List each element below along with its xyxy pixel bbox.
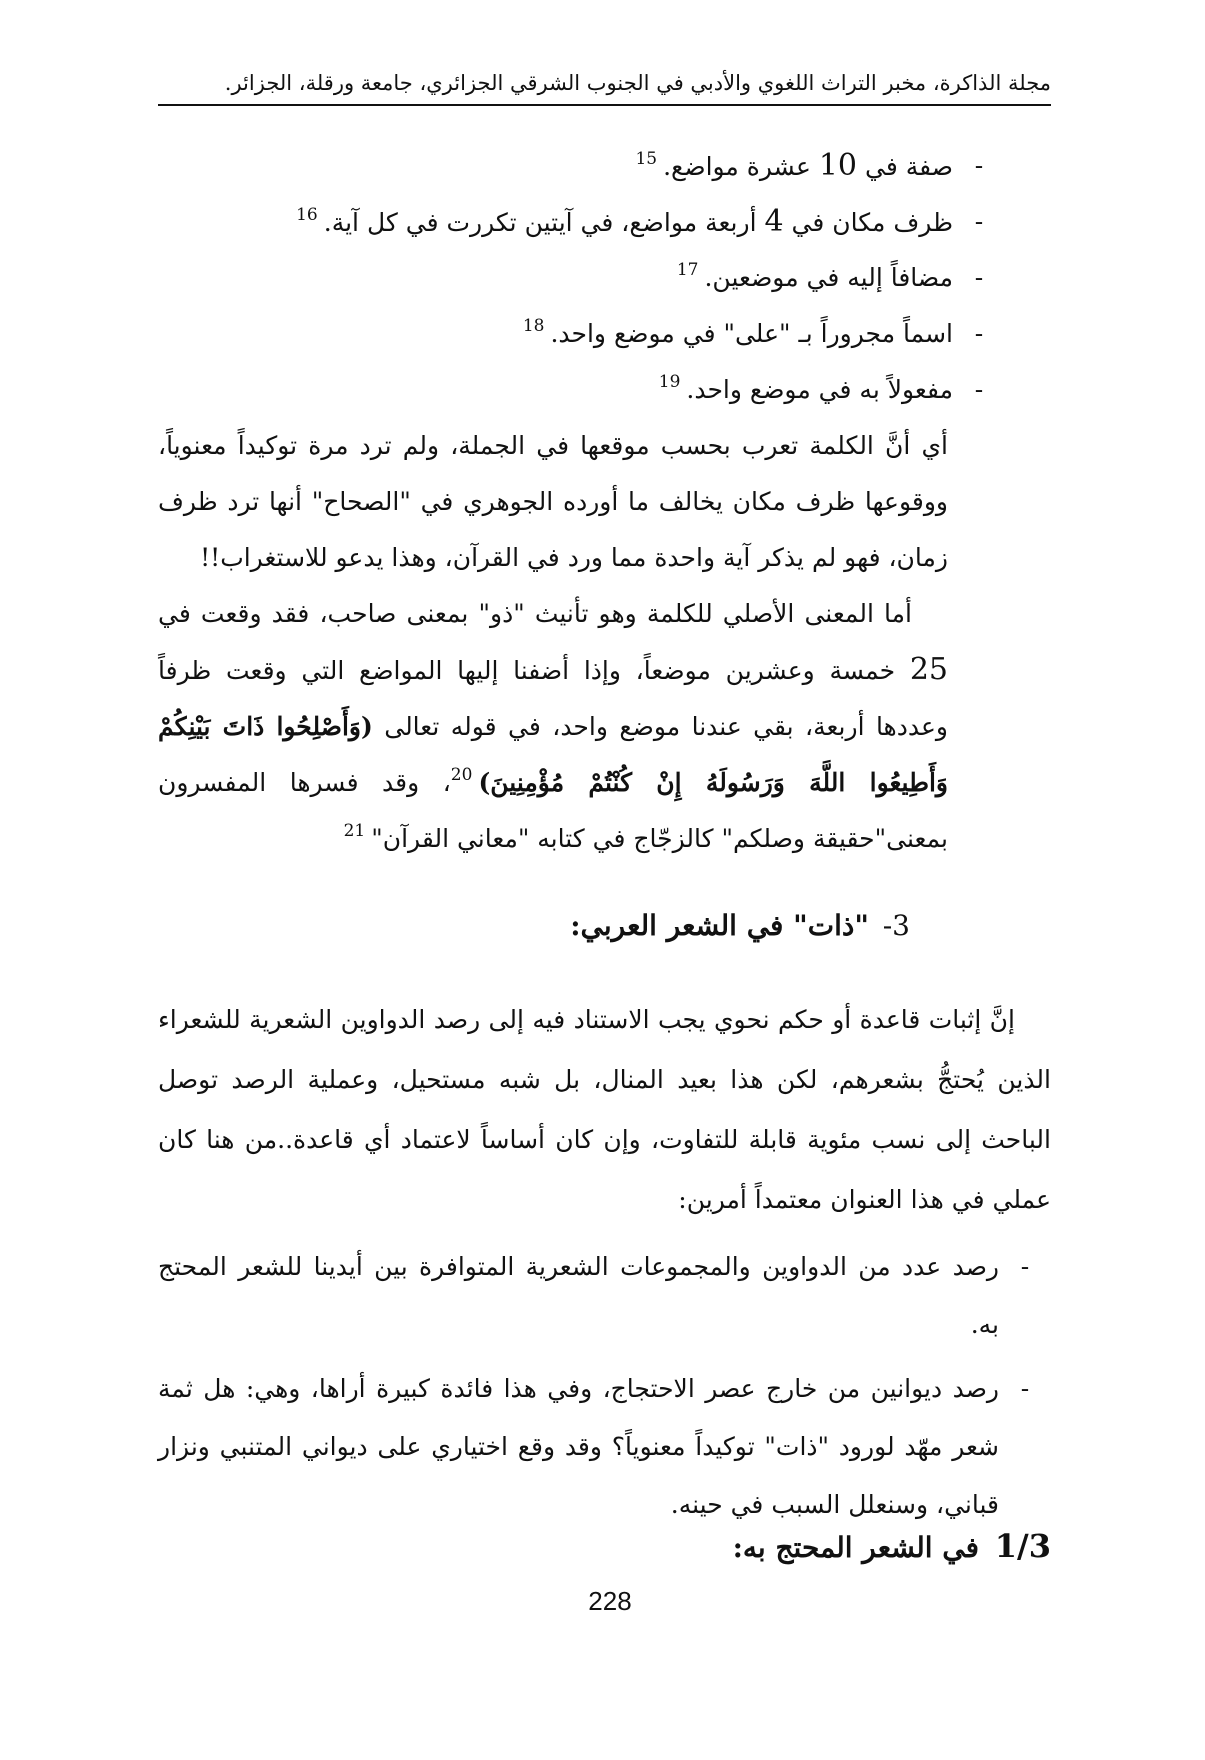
list-dash: - bbox=[974, 263, 984, 292]
list-item bbox=[230, 194, 1005, 250]
list-item-text: ظرف مكان في 4 أربعة مواضع، في آيتين تكررت في كل آية.$^{16}$ bbox=[296, 203, 953, 239]
list-dash: - bbox=[974, 375, 984, 404]
paragraph-text: إنَّ إثبات قاعدة أو حكم نحوي يجب الاستناد فيه إلى رصد الدواوين الشعرية للشعراء الذين يُحتجُّ بشعرهم، لكن هذا بعيد المنال، بل شبه مستحيل، وعملية الرصد توصل الباحث إلى نسب مئوية قابلة للتفاوت، وإن كان أساساً لاعتماد أي قاعدة..من هنا كان عملي في هذا العنوان معتمداً أمرين: bbox=[158, 1005, 1051, 1214]
footnote-ref: 19 bbox=[658, 372, 681, 392]
subsection-heading bbox=[600, 1526, 1051, 1568]
paragraph-text: أما المعنى الأصلي للكلمة وهو تأنيث "ذو" بمعنى صاحب، فقد وقعت في 25 خمسة وعشرين موضعاً، وإذا أضفنا إليها المواضع التي وقعت ظرفاً وعددها أربعة، بقي عندنا موضع واحد، في قوله تعالى (وَأَصْلِحُوا ذَاتَ بَيْنِكُمْ وَأَطِيعُوا اللَّهَ وَرَسُولَهُ إِنْ كُنْتُمْ مُؤْمِنِينَ)$^{20}$، وقد فسرها المفسرون بمعنى"حقيقة وصلكم" كالزجّاج في كتابه "معاني القرآن"$^{21}$ bbox=[158, 599, 949, 853]
list-item-text: مضافاً إليه في موضعين.$^{17}$ bbox=[676, 260, 953, 292]
list-dash: - bbox=[974, 207, 984, 236]
list-item-text: صفة في 10 عشرة مواضع.$^{15}$ bbox=[635, 147, 953, 183]
paragraph-text: أي أنَّ الكلمة تعرب بحسب موقعها في الجملة، ولم ترد مرة توكيداً معنوياً، ووقوعها ظرف مكان يخالف ما أورده الجوهري في "الصحاح" أنها ترد ظرف زمان، فهو لم يذكر آية واحدة مما ورد في القرآن، وهذا يدعو للاستغراب!! bbox=[158, 431, 948, 572]
method-list bbox=[158, 1238, 1051, 1540]
footnote-ref: 18 bbox=[522, 316, 545, 336]
footnote-ref: 20 bbox=[450, 765, 473, 785]
usage-list bbox=[230, 138, 1005, 418]
list-item bbox=[158, 1360, 1051, 1534]
list-item-text: رصد عدد من الدواوين والمجموعات الشعرية المتوافرة بين أيدينا للشعر المحتج به. bbox=[158, 1252, 999, 1339]
list-item bbox=[230, 362, 1005, 418]
footnote-ref: 17 bbox=[676, 260, 699, 280]
list-item-text: اسماً مجروراً بـ "على" في موضع واحد.$^{18}$ bbox=[522, 316, 953, 348]
list-dash: - bbox=[1020, 1374, 1030, 1403]
journal-header: مجلة الذاكرة، مخبر التراث اللغوي والأدبي في الجنوب الشرقي الجزائري، جامعة ورقلة، الجزائر. bbox=[158, 68, 1051, 106]
list-item bbox=[230, 250, 1005, 306]
list-dash: - bbox=[974, 151, 984, 180]
list-item-text: رصد ديوانين من خارج عصر الاحتجاج، وفي هذا فائدة كبيرة أراها، وهي: هل ثمة شعر مهّد لورود "ذات" توكيداً معنوياً؟ وقد وقع اختياري على ديواني المتنبي ونزار قباني، وسنعلل السبب في حينه. bbox=[158, 1374, 999, 1519]
subsection-number: 1/3 bbox=[994, 1527, 1051, 1565]
section-number: 3- bbox=[882, 909, 910, 942]
footnote-ref: 21 bbox=[343, 821, 366, 841]
list-item-text: مفعولاً به في موضع واحد.$^{19}$ bbox=[658, 372, 953, 404]
list-item bbox=[230, 306, 1005, 362]
section-title: "ذات" في الشعر العربي: bbox=[570, 909, 869, 942]
page-number: 228 bbox=[588, 1586, 632, 1616]
body-paragraph-1 bbox=[158, 418, 948, 867]
footnote-ref: 16 bbox=[296, 204, 318, 225]
quran-verse: (وَأَصْلِحُوا ذَاتَ بَيْنِكُمْ وَأَطِيعُوا اللَّهَ وَرَسُولَهُ إِنْ كُنْتُمْ مُؤْمِنِينَ) bbox=[158, 712, 949, 797]
body-paragraph-2 bbox=[158, 990, 1051, 1230]
list-dash: - bbox=[974, 319, 984, 348]
subsection-title: في الشعر المحتج به: bbox=[732, 1531, 980, 1564]
list-dash: - bbox=[1020, 1252, 1030, 1281]
list-item bbox=[158, 1238, 1051, 1354]
footnote-ref: 15 bbox=[635, 148, 658, 169]
list-item bbox=[230, 138, 1005, 194]
section-heading bbox=[510, 904, 910, 948]
